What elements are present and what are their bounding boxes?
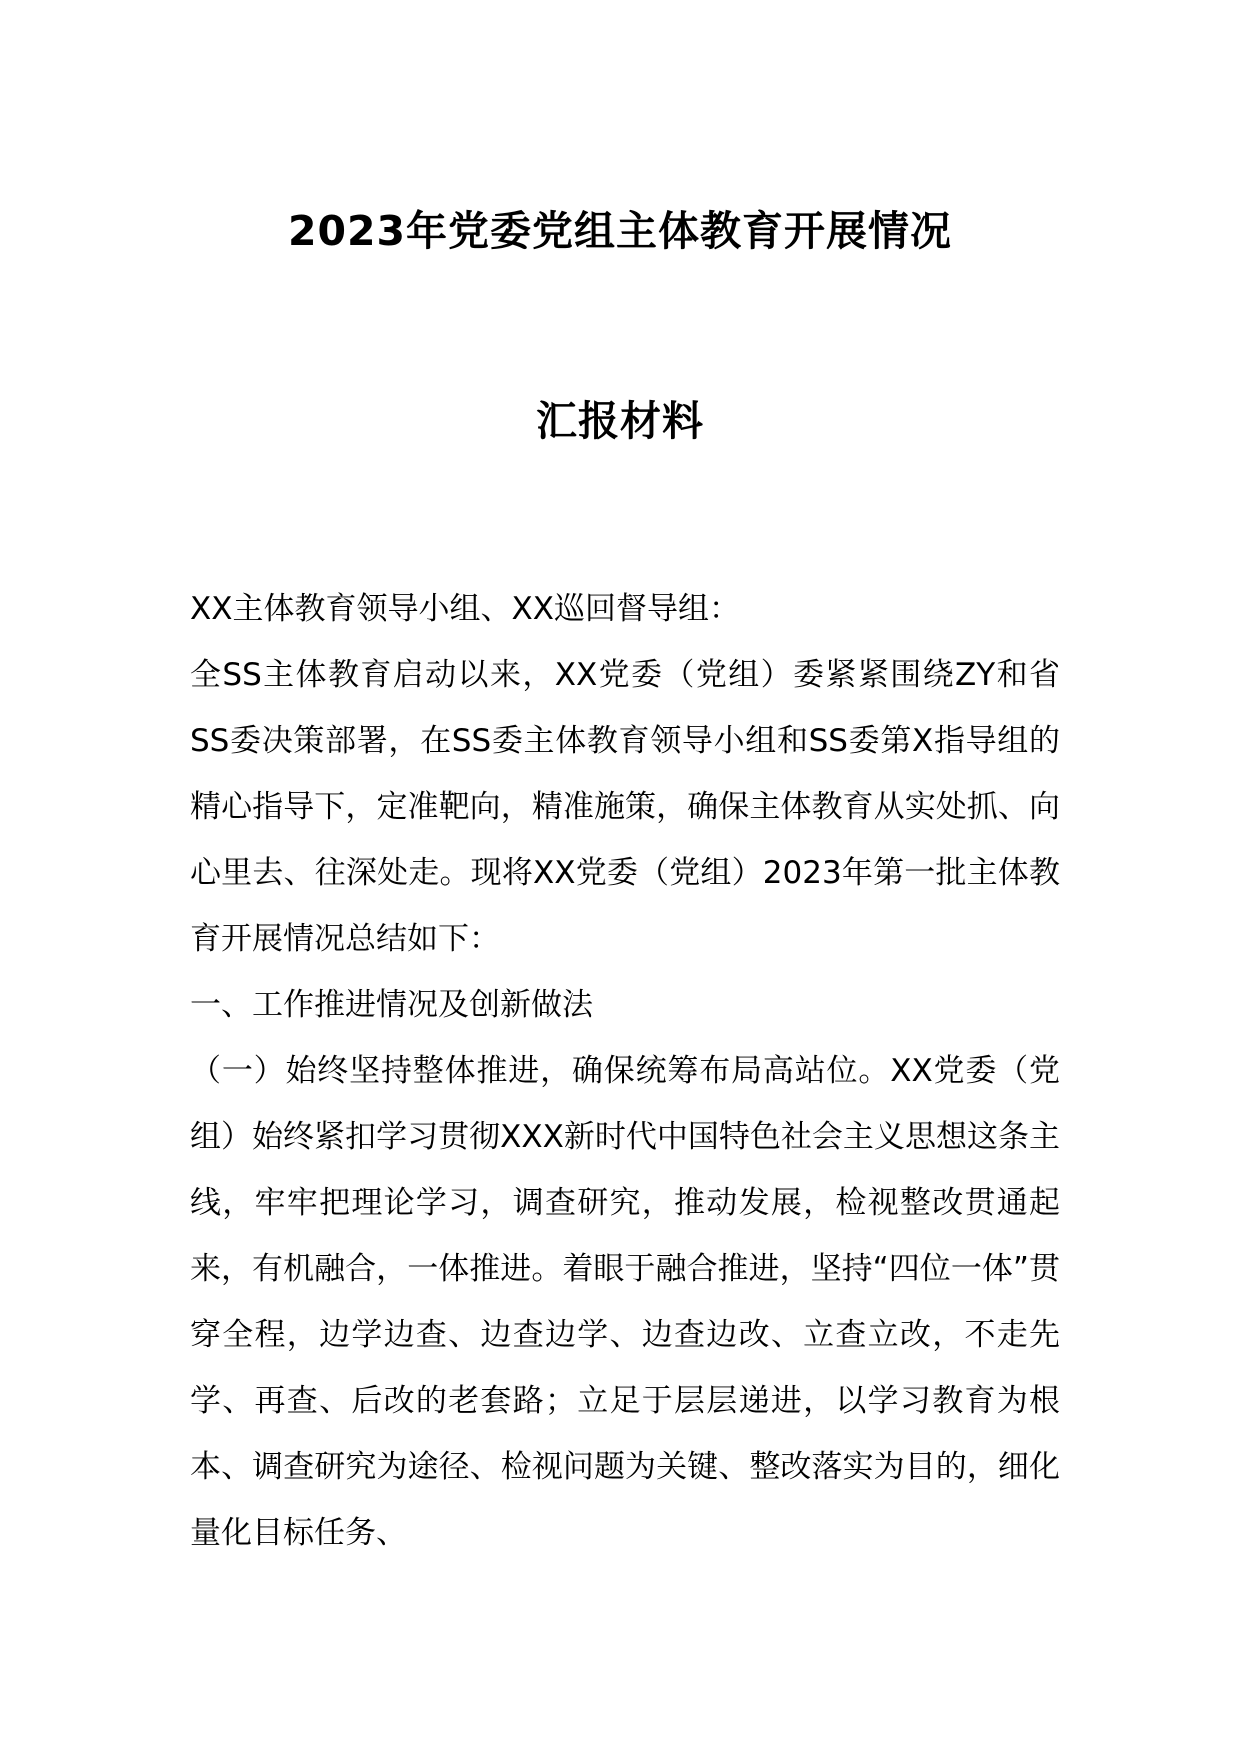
document-title-line2: 汇报材料 [536, 397, 704, 445]
paragraph-intro: 全SS主体教育启动以来，XX党委（党组）委紧紧围绕ZY和省SS委决策部署，在SS委主体教育领导小组和SS委第X指导组的精心指导下，定准靶向，精准施策，确保主体教育从实处抓、向心里去、往深处走。现将XX党委（党组）2023年第一批主体教育开展情况总结如下： [190, 657, 1060, 957]
salutation: XX主体教育领导小组、XX巡回督导组： [190, 591, 740, 627]
document-title-line1: 2023年党委党组主体教育开展情况 [287, 207, 953, 255]
section-heading: 一、工作推进情况及创新做法 [190, 987, 593, 1023]
paragraph-section-1: （一）始终坚持整体推进，确保统筹布局高站位。XX党委（党组）始终紧扣学习贯彻XXX新时代中国特色社会主义思想这条主线，牢牢把理论学习，调查研究，推动发展，检视整改贯通起来，有机融合，一体推进。着眼于融合推进，坚持“四位一体”贯穿全程，边学边查、边查边学、边查边改、立查立改，不走先学、再查、后改的老套路；立足于层层递进，以学习教育为根本、调查研究为途径、检视问题为关键、整改落实为目的，细化量化目标任务、 [190, 1053, 1060, 1551]
document-body [190, 576, 1060, 1566]
